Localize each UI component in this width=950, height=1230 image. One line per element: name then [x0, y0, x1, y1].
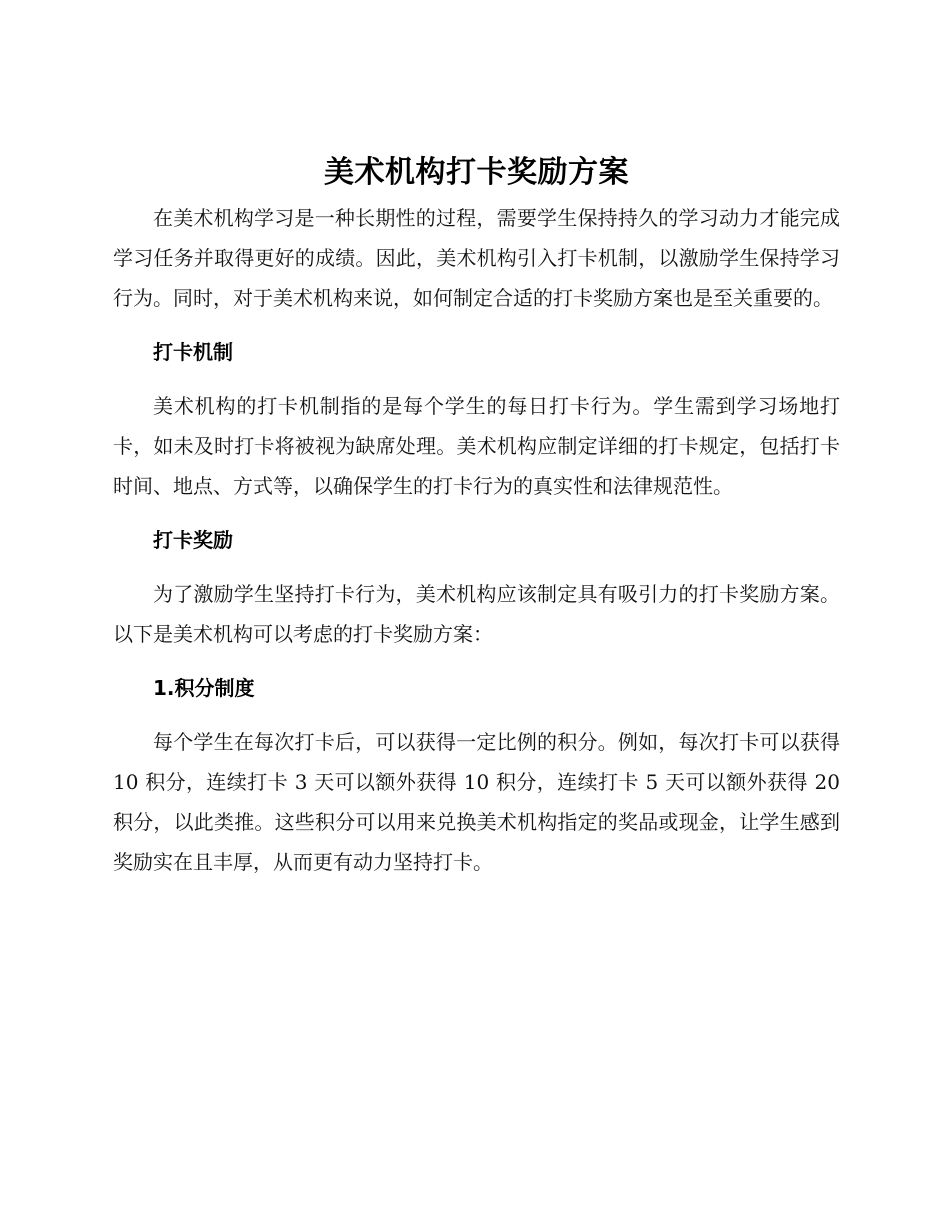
section-body-checkin-mechanism: 美术机构的打卡机制指的是每个学生的每日打卡行为。学生需到学习场地打卡，如未及时打卡将被视为缺席处理。美术机构应制定详细的打卡规定，包括打卡时间、地点、方式等，以确保学生的打卡行为的真实性和法律规范性。	[113, 394, 840, 498]
intro-paragraph: 在美术机构学习是一种长期性的过程，需要学生保持持久的学习动力才能完成学习任务并取得更好的成绩。因此，美术机构引入打卡机制，以激励学生保持学习行为。同时，对于美术机构来说，如何制定合适的打卡奖励方案也是至关重要的。	[113, 206, 840, 310]
section-gap	[113, 654, 840, 668]
section-heading-points-system: 1.积分制度	[153, 676, 255, 700]
section-gap	[113, 318, 840, 332]
section-gap	[113, 708, 840, 722]
section-gap	[113, 506, 840, 520]
document-title: 美术机构打卡奖励方案	[324, 155, 629, 190]
section-heading-checkin-rewards: 打卡奖励	[153, 528, 233, 552]
section-heading-checkin-mechanism: 打卡机制	[153, 340, 233, 364]
section-gap	[113, 372, 840, 386]
document-content	[113, 148, 840, 882]
section-gap	[113, 560, 840, 574]
section-body-points-system: 每个学生在每次打卡后，可以获得一定比例的积分。例如，每次打卡可以获得 10 积分，连续打卡 3 天可以额外获得 10 积分，连续打卡 5 天可以额外获得 20 积分，以此类推。这些积分可以用来兑换美术机构指定的奖品或现金，让学生感到奖励实在且丰厚，从而更有动力坚持打卡。	[113, 730, 840, 874]
section-body-checkin-rewards: 为了激励学生坚持打卡行为，美术机构应该制定具有吸引力的打卡奖励方案。以下是美术机构可以考虑的打卡奖励方案：	[113, 582, 840, 646]
